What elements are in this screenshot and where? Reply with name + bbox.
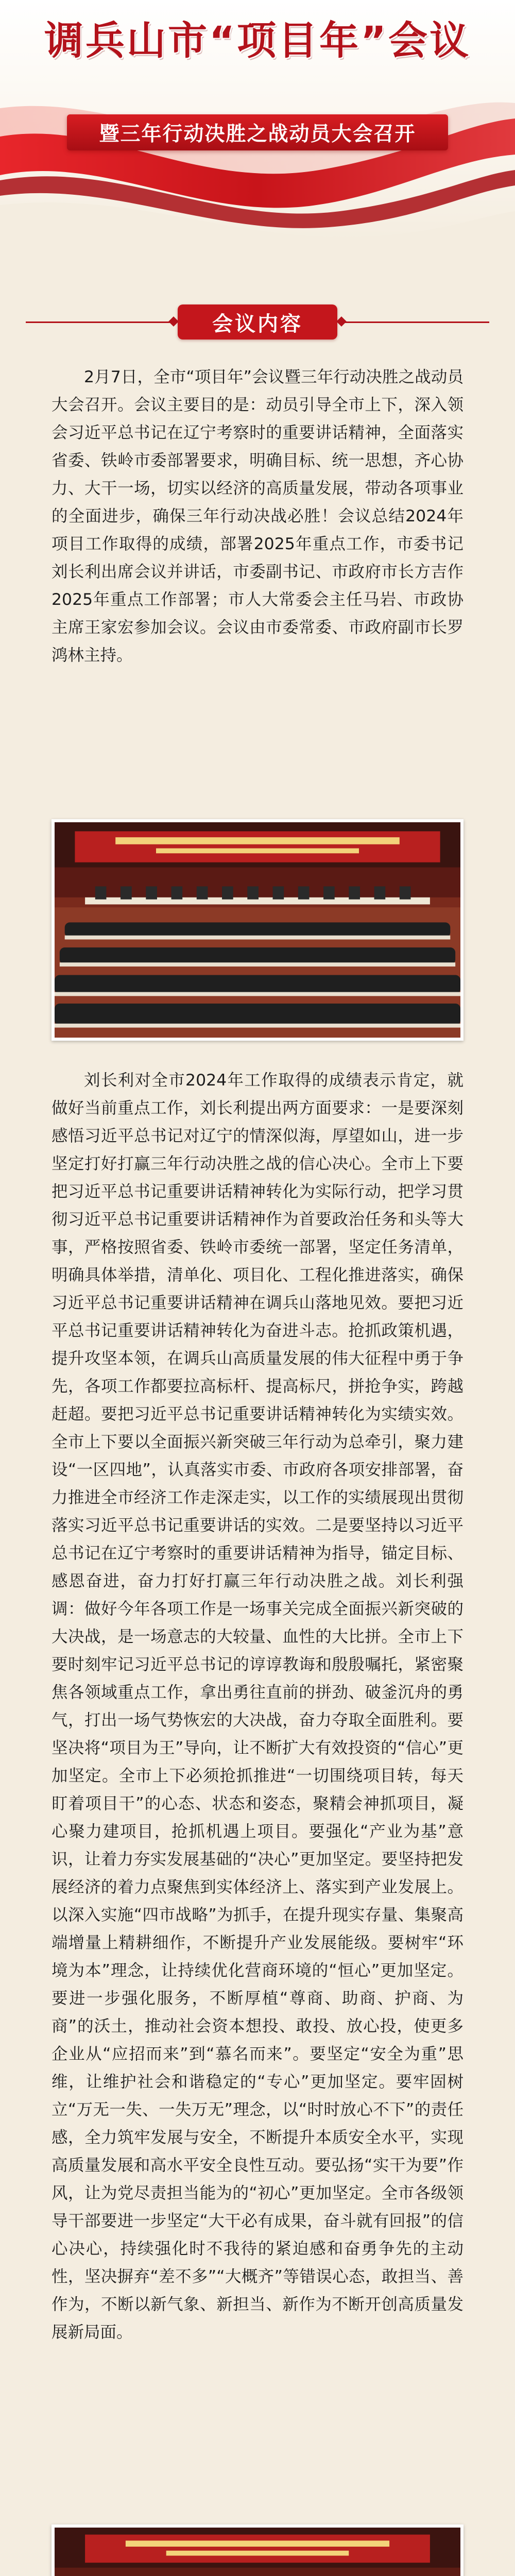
meeting-hall-photo-icon	[55, 822, 460, 1038]
subtitle-banner	[67, 114, 448, 150]
section-title-badge	[178, 304, 337, 340]
red-ribbon-decoration	[0, 88, 515, 242]
section-title: 会议内容	[212, 312, 303, 336]
article-paragraph: 刘长利对全市2024年工作取得的成绩表示肯定，就做好当前重点工作，刘长利提出两方面要求：一是要深刻感悟习近平总书记对辽宁的情深似海，厚望如山，进一步坚定打好打赢三年行动决胜之战的信心决心。全市上下要把习近平总书记重要讲话精神转化为实际行动，把学习贯彻习近平总书记重要讲话精神作为首要政治任务和头等大事，严格按照省委、铁岭市委统一部署，坚定任务清单，明确具体举措，清单化、项目化、工程化推进落实，确保习近平总书记重要讲话精神在调兵山落地见效。要把习近平总书记重要讲话精神转化为奋进斗志。抢抓政策机遇，提升攻坚本领，在调兵山高质量发展的伟大征程中勇于争先，各项工作都要拉高标杆、提高标尺，拼抢争实，跨越赶超。要把习近平总书记重要讲话精神转化为实绩实效。全市上下要以全面振兴新突破三年行动为总牵引，聚力建设“一区四地”，认真落实市委、市政府各项安排部署，奋力推进全市经济工作走深走实，以工作的实绩展现出贯彻落实习近平总书记重要讲话的实效。二是要坚持以习近平总书记在辽宁考察时的重要讲话精神为指导，锚定目标、感恩奋进，奋力打好打赢三年行动决胜之战。刘长利强调：做好今年各项工作是一场事关完成全面振兴新突破的大决战，是一场意志的大较量、血性的大比拼。全市上下要时刻牢记习近平总书记的谆谆教诲和殷殷嘱托，紧密聚焦各领域重点工作，拿出勇往直前的拼劲、破釜沉舟的勇气，打出一场气势恢宏的大决战，奋力夺取全面胜利。要坚决将“项目为王”导向，让不断扩大有效投资的“信心”更加坚定。全市上下必须抢抓推进“一切围绕项目转，每天盯着项目干”的心态、状态和姿态，聚精会神抓项目，凝心聚力建项目，抢抓机遇上项目。要强化“产业为基”意识，让着力夯实发展基础的“决心”更加坚定。要坚持把发展经济的着力点聚焦到实体经济上、落实到产业发展上。以深入实施“四市战略”为抓手，在提升现实存量、集聚高端增量上精耕细作，不断提升产业发展能级。要树牢“环境为本”理念，让持续优化营商环境的“恒心”更加坚定。要进一步强化服务，不断厚植“尊商、助商、护商、为商”的沃土，推动社会资本想投、敢投、放心投，使更多企业从“应招而来”到“慕名而来”。要坚定“安全为重”思维，让维护社会和谐稳定的“专心”更加坚定。要牢固树立“万无一失、一失万无”理念，以“时时放心不下”的责任感，全力筑牢发展与安全，不断提升本质安全水平，实现高质量发展和高水平安全良性互动。要弘扬“实干为要”作风，让为党尽责担当能为的“初心”更加坚定。全市各级领导干部要进一步坚定“大干必有成果，奋斗就有回报”的信心决心，持续强化时不我待的紧迫感和奋勇争先的主动性，坚决摒弃“差不多”“大概齐”等错误心态，敢担当、善作为，不断以新气象、新担当、新作为不断开创高质量发展新局面。	[52, 1071, 464, 2342]
section-heading	[0, 301, 515, 343]
divider-right	[340, 321, 489, 323]
page-title: 调兵山市“项目年”会议	[44, 18, 471, 63]
meeting-photo-2	[52, 2524, 464, 2576]
page-header	[0, 0, 515, 242]
diamond-icon	[168, 316, 179, 327]
meeting-hall-photo-icon	[55, 2528, 460, 2576]
divider-left	[26, 321, 175, 323]
meeting-photo-1	[52, 819, 464, 1041]
page-subtitle: 暨三年行动决胜之战动员大会召开	[99, 123, 416, 146]
article-paragraph: 2月7日，全市“项目年”会议暨三年行动决胜之战动员大会召开。会议主要目的是：动员引导全市上下，深入领会习近平总书记在辽宁考察时的重要讲话精神，全面落实省委、铁岭市委部署要求，明确目标、统一思想，齐心协力、大干一场，切实以经济的高质量发展，带动各项事业的全面进步，确保三年行动决战必胜！会议总结2024年项目工作取得的成绩，部署2025年重点工作，市委书记刘长利出席会议并讲话，市委副书记、市政府市长方吉作2025年重点工作部署；市人大常委会主任马岩、市政协主席王家宏参加会议。会议由市委常委、市政府副市长罗鸿林主持。	[52, 368, 464, 665]
